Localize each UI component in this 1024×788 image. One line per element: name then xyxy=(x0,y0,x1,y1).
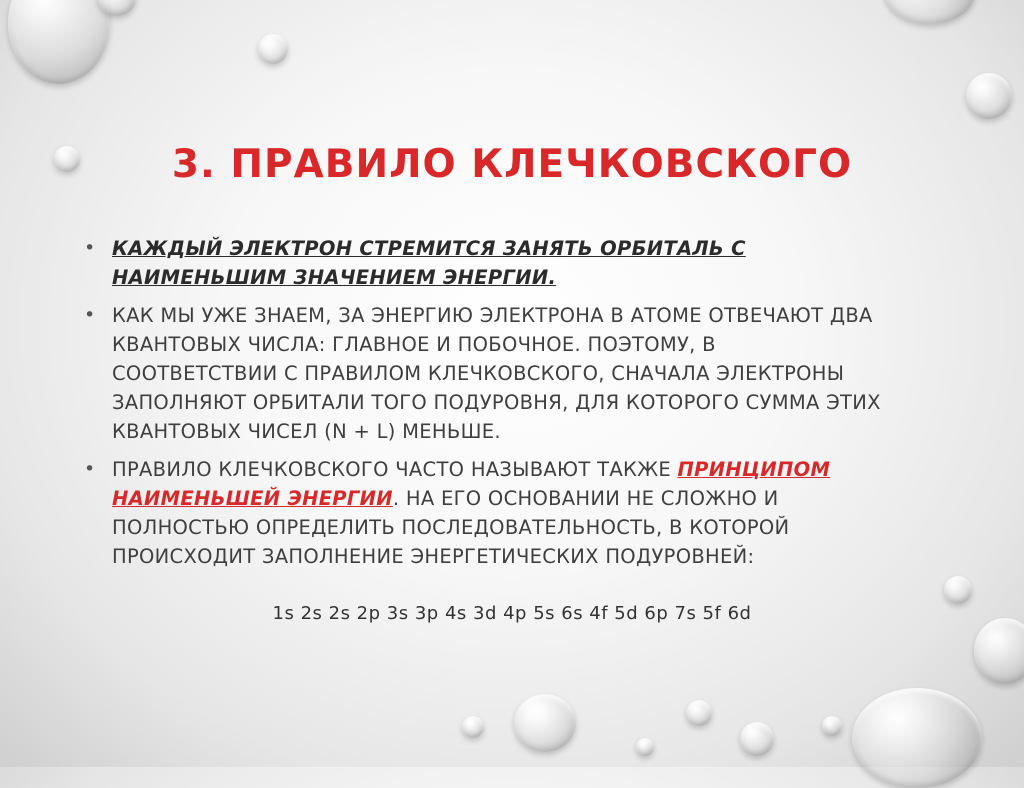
water-drop-decoration xyxy=(258,34,288,64)
water-drop-decoration xyxy=(944,576,972,604)
water-drop-decoration xyxy=(884,0,976,24)
water-drop-decoration xyxy=(514,694,576,752)
bullet-marker: • xyxy=(84,237,96,259)
water-drop-decoration xyxy=(686,700,712,726)
bullet-item xyxy=(84,301,884,446)
water-drop-decoration xyxy=(966,73,1012,119)
water-drop-decoration xyxy=(740,722,774,756)
water-drop-decoration xyxy=(974,618,1024,684)
water-drop-decoration xyxy=(822,716,842,736)
bullet-item xyxy=(84,455,884,571)
bullet-text: . НА ЕГО ОСНОВАНИИ НЕ СЛОЖНО И ПОЛНОСТЬЮ ОПРЕДЕЛИТЬ ПОСЛЕДОВАТЕЛЬНОСТЬ, В КОТОРОЙ ПРОИСХОДИТ ЗАПОЛНЕНИЕ ЭНЕРГЕТИЧЕСКИХ ПОДУРОВНЕЙ: xyxy=(112,487,790,568)
water-drop-decoration xyxy=(8,0,110,84)
water-drop-decoration xyxy=(852,688,982,788)
bullet-list xyxy=(84,234,884,580)
bullet-text: КАК МЫ УЖЕ ЗНАЕМ, ЗА ЭНЕРГИЮ ЭЛЕКТРОНА В АТОМЕ ОТВЕЧАЮТ ДВА КВАНТОВЫХ ЧИСЛА: ГЛАВНОЕ И ПОБОЧНОЕ. ПОЭТОМУ, В СООТВЕТСТВИИ С ПРАВИЛОМ КЛЕЧКОВСКОГО, СНАЧАЛА ЭЛЕКТРОНЫ ЗАПОЛНЯЮТ ОРБИТАЛИ ТОГО ПОДУРОВНЯ, ДЛЯ КОТОРОГО СУММА ЭТИХ КВАНТОВЫХ ЧИСЕЛ (N + L) МЕНЬШЕ. xyxy=(112,304,881,443)
orbital-sequence: 1s 2s 2s 2p 3s 3p 4s 3d 4p 5s 6s 4f 5d 6p 7s 5f 6d xyxy=(272,603,752,624)
water-drop-decoration xyxy=(462,716,484,738)
bullet-text: ПРАВИЛО КЛЕЧКОВСКОГО ЧАСТО НАЗЫВАЮТ ТАКЖЕ xyxy=(112,458,678,481)
slide-title: 3. ПРАВИЛО КЛЕЧКОВСКОГО xyxy=(171,142,853,187)
bullet-text-emphasis: КАЖДЫЙ ЭЛЕКТРОН СТРЕМИТСЯ ЗАНЯТЬ ОРБИТАЛЬ С НАИМЕНЬШИМ ЗНАЧЕНИЕМ ЭНЕРГИИ. xyxy=(112,237,746,289)
water-drop-decoration xyxy=(636,738,654,756)
bullet-marker: • xyxy=(84,458,96,480)
highlighted-term: ПРИНЦИПОМ НАИМЕНЬШЕЙ ЭНЕРГИИ xyxy=(112,458,831,510)
bullet-item xyxy=(84,234,884,292)
bullet-marker: • xyxy=(84,304,96,326)
